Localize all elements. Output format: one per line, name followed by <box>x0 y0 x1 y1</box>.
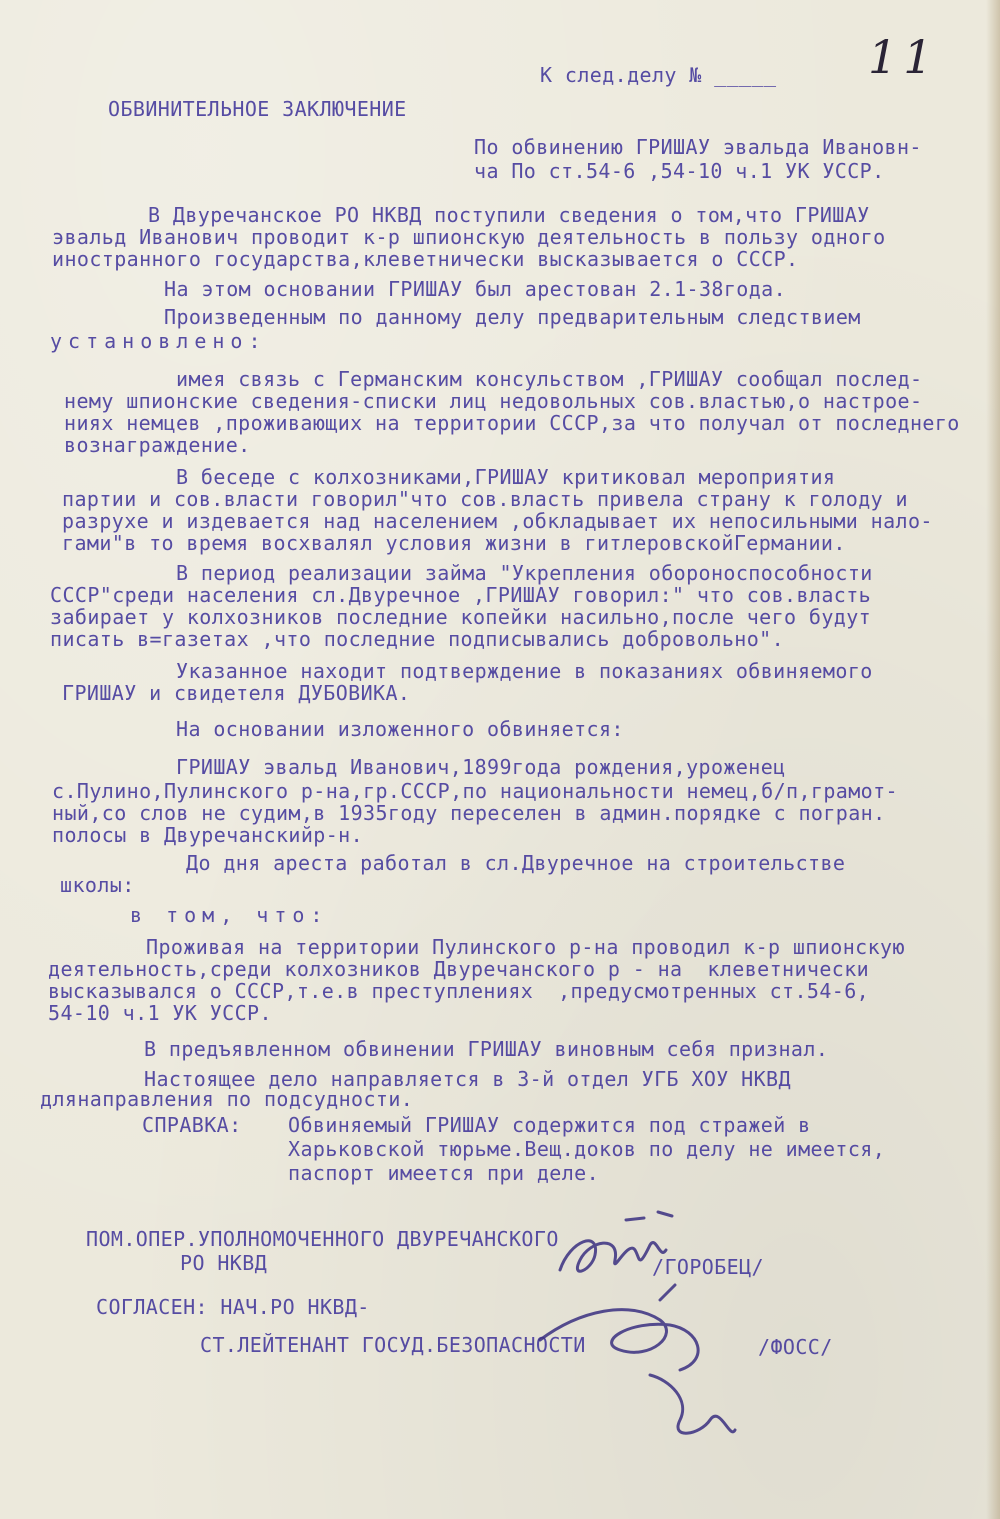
para8-line-4: 54-10 ч.1 УК УССР. <box>48 1001 272 1025</box>
para3-line-4: гами"в то время восхвалял условия жизни в гитлеровскойГермании. <box>62 531 846 555</box>
note-label: СПРАВКА: <box>142 1113 242 1137</box>
plea-line: В предъявленном обвинении ГРИШАУ виновным себя признал. <box>144 1037 829 1061</box>
para3-line-2: партии и сов.власти говорил"что сов.власть привела страну к голоду и <box>62 487 908 511</box>
para2-line-1: имея связь с Германским консульством ,ГРИШАУ сообщал послед- <box>176 367 923 391</box>
that-heading: в том, что: <box>130 903 329 927</box>
para4-line-2: СССР"среди населения сл.Двуречное ,ГРИШАУ говорил:" что сов.власть <box>50 583 872 607</box>
para6-line-4: полосы в Двуречанскийр-н. <box>52 823 364 847</box>
para6-line-3: ный,со слов не судим,в 1935году переселен в админ.порядке с погран. <box>52 801 886 825</box>
para5-line-1: Указанное находит подтверждение в показаниях обвиняемого <box>176 659 873 683</box>
note-line-2: Харьковской тюрьме.Вещ.доков по делу не имеется, <box>288 1137 886 1161</box>
note-line-1: Обвиняемый ГРИШАУ содержится под стражей в <box>288 1113 811 1137</box>
para7-line-1: До дня ареста работал в сл.Двуречное на строительстве <box>186 851 846 875</box>
para2-line-4: вознаграждение. <box>64 433 251 457</box>
para3-line-1: В беседе с колхозниками,ГРИШАУ критиковал мероприятия <box>176 465 836 489</box>
para4-line-4: писать в=газетах ,что последние подписывались добровольно". <box>50 627 785 651</box>
para8-line-3: высказывался о СССР,т.е.в преступлениях ,предусмотренных ст.54-6, <box>48 979 870 1003</box>
para2-line-3: ниях немцев ,проживающих на территории СССР,за что получал от последнего <box>64 411 960 435</box>
para1-line-1: В Двуречанское РО НКВД поступили сведения о том,что ГРИШАУ <box>148 203 870 227</box>
para7-line-2: школы: <box>60 873 135 897</box>
arrest-line: На этом основании ГРИШАУ был арестован 2.1-38года. <box>164 277 787 301</box>
para1-line-3: иностранного государства,клеветнически высказывается о СССР. <box>52 247 799 271</box>
para1-line-2: эвальд Иванович проводит к-р шпионскую деятельность в пользу одного <box>52 225 886 249</box>
document-title: ОБВИНИТЕЛЬНОЕ ЗАКЛЮЧЕНИЕ <box>108 97 407 121</box>
para6-line-1: ГРИШАУ эвальд Иванович,1899года рождения,уроженец <box>176 755 786 779</box>
para6-line-2: с.Пулино,Пулинского р-на,гр.СССР,по национальности немец,б/п,грамот- <box>52 779 898 803</box>
para8-line-2: деятельность,среди колхозников Двуречанского р - на клеветнически <box>48 957 870 981</box>
signatory2-line-1: СОГЛАСЕН: НАЧ.РО НКВД- <box>96 1295 370 1319</box>
para3-line-3: разрухе и издевается над населением ,обкладывает их непосильными нало- <box>62 509 933 533</box>
signatory1-line-1: ПОМ.ОПЕР.УПОЛНОМОЧЕННОГО ДВУРЕЧАНСКОГО <box>86 1227 559 1251</box>
referral-line-1: Настоящее дело направляется в 3-й отдел УГБ ХОУ НКВД <box>144 1067 791 1091</box>
para8-line-1: Проживая на территории Пулинского р-на проводил к-р шпионскую <box>146 935 905 959</box>
referral-line-2: длянаправления по подсудности. <box>40 1087 414 1111</box>
signatory1-line-2: РО НКВД <box>180 1251 268 1275</box>
charge-line-2: ча По ст.54-6 ,54-10 ч.1 УК УССР. <box>474 159 885 183</box>
note-line-3: паспорт имеется при деле. <box>288 1161 600 1185</box>
signature-foss <box>500 1280 750 1450</box>
signatory2-line-2: СТ.ЛЕЙТЕНАНТ ГОСУД.БЕЗОПАСНОСТИ <box>200 1333 586 1357</box>
charge-line-1: По обвинению ГРИШАУ эвальда Ивановн- <box>474 135 922 159</box>
case-reference: К след.делу № _____ <box>540 63 777 87</box>
accused-heading: На основании изложенного обвиняется: <box>176 717 624 741</box>
para2-line-2: нему шпионские сведения-списки лиц недовольных сов.властью,о настрое- <box>64 389 923 413</box>
paper-edge <box>986 0 1000 1519</box>
signatory2-name: /ФОСС/ <box>758 1335 833 1359</box>
para4-line-1: В период реализации займа "Укрепления обороноспособности <box>176 561 873 585</box>
signatory1-name: /ГОРОБЕЦ/ <box>652 1255 764 1279</box>
page-number: 11 <box>868 30 939 84</box>
investigation-line-2: установлено: <box>50 329 267 353</box>
para5-line-2: ГРИШАУ и свидетеля ДУБОВИКА. <box>62 681 411 705</box>
investigation-line-1: Произведенным по данному делу предварительным следствием <box>164 305 861 329</box>
para4-line-3: забирает у колхозников последние копейки насильно,после чего будут <box>50 605 872 629</box>
